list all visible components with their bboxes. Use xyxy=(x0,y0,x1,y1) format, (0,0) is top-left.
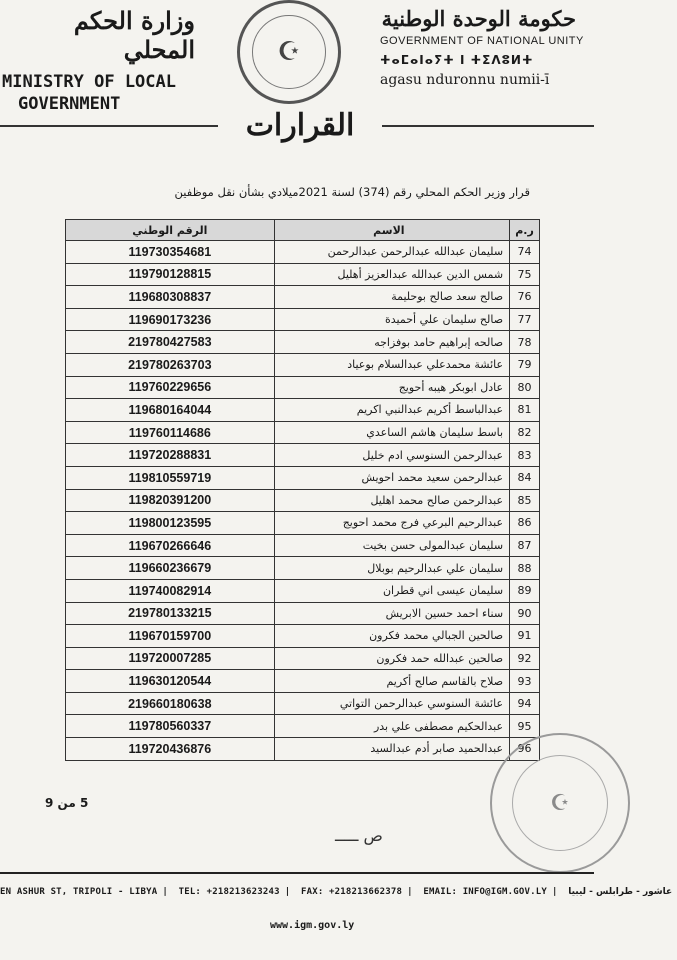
row-number: 78 xyxy=(510,331,540,354)
national-id: 119820391200 xyxy=(66,489,275,512)
row-number: 86 xyxy=(510,512,540,535)
table-row xyxy=(66,376,540,399)
national-id: 219660180638 xyxy=(66,692,275,715)
decisions-title: القرارات xyxy=(245,108,355,143)
employee-name: عبدالباسط أكريم عبدالنبي اكريم xyxy=(274,399,509,422)
employee-name: صالحين الجبالي محمد فكرون xyxy=(274,625,509,648)
national-id: 119810559719 xyxy=(66,466,275,489)
row-number: 80 xyxy=(510,376,540,399)
footer-fax: FAX: +218213662378 xyxy=(300,887,403,897)
national-id: 119760229656 xyxy=(66,376,275,399)
ministry-title-en-line1: MINISTRY OF LOCAL xyxy=(2,72,176,92)
national-id: 119680308837 xyxy=(66,286,275,309)
employee-name: سليمان عبدالله عبدالرحمن عبدالرحمن xyxy=(274,241,509,264)
state-seal-icon: ☪ xyxy=(237,0,341,104)
official-stamp-icon: ☪ xyxy=(490,733,630,873)
row-number: 89 xyxy=(510,579,540,602)
table-row xyxy=(66,647,540,670)
row-number: 88 xyxy=(510,557,540,580)
row-number: 93 xyxy=(510,670,540,693)
footer-address-ar: عاشور - طرابلس - ليبيا xyxy=(568,887,673,897)
national-id: 119630120544 xyxy=(66,670,275,693)
row-number: 83 xyxy=(510,444,540,467)
row-number: 85 xyxy=(510,489,540,512)
footer-address: EN ASHUR ST, TRIPOLI - LIBYA xyxy=(0,887,158,897)
table-row xyxy=(66,489,540,512)
employee-name: صالحه إبراهيم حامد بوفزاجه xyxy=(274,331,509,354)
national-id: 119780560337 xyxy=(66,715,275,738)
employee-name: سليمان عيسى اني قطران xyxy=(274,579,509,602)
employee-name: عبدالرحمن صالح محمد اهليل xyxy=(274,489,509,512)
table-row xyxy=(66,738,540,761)
table-row xyxy=(66,692,540,715)
employee-name: عبدالرحيم البرعي فرج محمد احويج xyxy=(274,512,509,535)
table-row xyxy=(66,466,540,489)
national-id: 119800123595 xyxy=(66,512,275,535)
row-number: 91 xyxy=(510,625,540,648)
national-id: 119690173236 xyxy=(66,308,275,331)
table-row xyxy=(66,263,540,286)
table-row xyxy=(66,286,540,309)
decision-subject: قرار وزير الحكم المحلي رقم (374) لسنة 2021ميلادي بشأن نقل موظفين xyxy=(174,185,530,199)
government-header xyxy=(380,6,594,88)
employee-name: صالح سليمان علي أحميدة xyxy=(274,308,509,331)
footer-tel: TEL: +218213623243 xyxy=(178,887,280,897)
header-divider-left xyxy=(0,125,218,127)
national-id: 119680164044 xyxy=(66,399,275,422)
employee-name: عائشة السنوسي عبدالرحمن التواتي xyxy=(274,692,509,715)
page-number: 5 من 9 xyxy=(45,796,89,810)
government-title-en: GOVERNMENT OF NATIONAL UNITY xyxy=(380,35,584,47)
employee-name: صالح سعد صالح بوحليمة xyxy=(274,286,509,309)
employee-name: عبدالرحمن السنوسي ادم خليل xyxy=(274,444,509,467)
national-id: 119790128815 xyxy=(66,263,275,286)
employee-name: عائشة محمدعلي عبدالسلام بوعياد xyxy=(274,353,509,376)
row-number: 75 xyxy=(510,263,540,286)
government-title-tifinagh: ⵜⴰⵎⴰⵏⴰⵢⵜ ⵏ ⵜⵉⴷⵓⵍⵜ xyxy=(380,53,534,67)
table-row xyxy=(66,557,540,580)
employees-table xyxy=(65,219,540,761)
table-row xyxy=(66,670,540,693)
row-number: 77 xyxy=(510,308,540,331)
row-number: 84 xyxy=(510,466,540,489)
national-id: 119760114686 xyxy=(66,421,275,444)
table-row xyxy=(66,241,540,264)
table-row xyxy=(66,399,540,422)
row-number: 82 xyxy=(510,421,540,444)
government-title-latin: agasu nduronnu numii-ī xyxy=(380,72,550,88)
employee-name: عبدالحكيم مصطفى علي بدر xyxy=(274,715,509,738)
national-id: 119670159700 xyxy=(66,625,275,648)
employee-name: عبدالحميد صابر أدم عبدالسيد xyxy=(274,738,509,761)
national-id: 119730354681 xyxy=(66,241,275,264)
employee-name: عادل ابوبكر هيبه أحويج xyxy=(274,376,509,399)
table-row xyxy=(66,715,540,738)
national-id: 119720288831 xyxy=(66,444,275,467)
footer-contact: EN ASHUR ST, TRIPOLI - LIBYA | TEL: +218213623243 | FAX: +218213662378 | EMAIL: INFO@IGM.GOV.LY | عاشور - طرابلس - ليبيا xyxy=(0,887,673,897)
table-header-row xyxy=(66,220,540,241)
row-number: 76 xyxy=(510,286,540,309)
employee-name: باسط سليمان هاشم الساعدي xyxy=(274,421,509,444)
employee-name: سليمان علي عبدالرحيم بوبلال xyxy=(274,557,509,580)
employee-name: سناء احمد حسين الابريش xyxy=(274,602,509,625)
signature-mark: ص ـــــ xyxy=(335,826,383,845)
table-row xyxy=(66,602,540,625)
table-row xyxy=(66,579,540,602)
column-header-national-id: الرقم الوطني xyxy=(66,220,275,241)
row-number: 74 xyxy=(510,241,540,264)
table-row xyxy=(66,625,540,648)
national-id: 119740082914 xyxy=(66,579,275,602)
national-id: 119720436876 xyxy=(66,738,275,761)
row-number: 96 xyxy=(510,738,540,761)
table-row xyxy=(66,512,540,535)
footer-email: EMAIL: INFO@IGM.GOV.LY xyxy=(423,887,547,897)
header-divider-right xyxy=(382,125,594,127)
row-number: 92 xyxy=(510,647,540,670)
national-id: 219780427583 xyxy=(66,331,275,354)
ministry-header xyxy=(0,6,215,114)
row-number: 81 xyxy=(510,399,540,422)
footer-divider xyxy=(0,872,594,874)
employee-name: عبدالرحمن سعيد محمد احويش xyxy=(274,466,509,489)
table-row xyxy=(66,421,540,444)
national-id: 219780133215 xyxy=(66,602,275,625)
table-row xyxy=(66,331,540,354)
table-row xyxy=(66,534,540,557)
column-header-name: الاسم xyxy=(274,220,509,241)
employee-name: صالحين عبدالله حمد فكرون xyxy=(274,647,509,670)
table-row xyxy=(66,308,540,331)
column-header-no: ر.م xyxy=(510,220,540,241)
row-number: 79 xyxy=(510,353,540,376)
employee-name: سليمان عبدالمولى حسن بخيت xyxy=(274,534,509,557)
national-id: 219780263703 xyxy=(66,353,275,376)
footer-website: www.igm.gov.ly xyxy=(270,920,355,931)
table-row xyxy=(66,444,540,467)
row-number: 90 xyxy=(510,602,540,625)
row-number: 95 xyxy=(510,715,540,738)
national-id: 119720007285 xyxy=(66,647,275,670)
government-title-ar: حكومة الوحدة الوطنية xyxy=(381,6,576,31)
row-number: 87 xyxy=(510,534,540,557)
employee-name: صلاح بالقاسم صالح أكريم xyxy=(274,670,509,693)
ministry-title-ar: وزارة الحكم المحلي xyxy=(73,6,195,64)
ministry-title-en-line2: GOVERNMENT xyxy=(18,94,121,114)
national-id: 119670266646 xyxy=(66,534,275,557)
table-row xyxy=(66,353,540,376)
employee-name: شمس الدين عبدالله عبدالعزيز أهليل xyxy=(274,263,509,286)
row-number: 94 xyxy=(510,692,540,715)
table-body xyxy=(66,241,540,761)
national-id: 119660236679 xyxy=(66,557,275,580)
